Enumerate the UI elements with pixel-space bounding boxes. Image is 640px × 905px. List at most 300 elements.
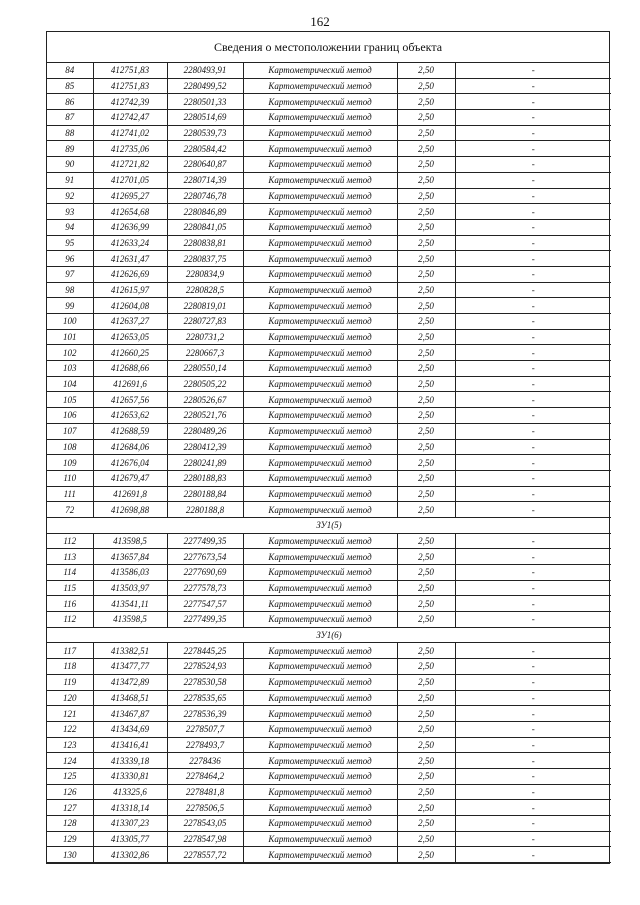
coord-y-cell: 2280539,73 [167, 125, 243, 141]
coord-x-cell: 413598,5 [93, 533, 167, 549]
coord-x-cell: 412701,05 [93, 172, 167, 188]
point-number-cell: 87 [47, 110, 93, 126]
note-cell: - [455, 753, 611, 769]
coord-x-cell: 413330,81 [93, 768, 167, 784]
page-number: 162 [310, 14, 330, 29]
coord-y-cell: 2280819,01 [167, 298, 243, 314]
note-cell: - [455, 455, 611, 471]
coord-x-cell: 413339,18 [93, 753, 167, 769]
point-number-cell: 105 [47, 392, 93, 408]
note-cell: - [455, 392, 611, 408]
coord-x-cell: 412721,82 [93, 157, 167, 173]
coord-x-cell: 413598,5 [93, 612, 167, 628]
point-number-cell: 107 [47, 423, 93, 439]
coord-y-cell: 2280714,39 [167, 172, 243, 188]
table-row [47, 63, 611, 78]
method-cell: Картометрический метод [243, 188, 397, 204]
accuracy-cell: 2,50 [397, 455, 455, 471]
note-cell: - [455, 612, 611, 628]
method-cell: Картометрический метод [243, 784, 397, 800]
table-row [47, 361, 611, 377]
coord-x-cell: 413586,03 [93, 565, 167, 581]
accuracy-cell: 2,50 [397, 423, 455, 439]
point-number-cell: 108 [47, 439, 93, 455]
accuracy-cell: 2,50 [397, 78, 455, 94]
table-row [47, 596, 611, 612]
coord-y-cell: 2278536,39 [167, 706, 243, 722]
point-number-cell: 128 [47, 816, 93, 832]
coord-x-cell: 412676,04 [93, 455, 167, 471]
point-number-cell: 118 [47, 659, 93, 675]
coord-x-cell: 413541,11 [93, 596, 167, 612]
method-cell: Картометрический метод [243, 800, 397, 816]
method-cell: Картометрический метод [243, 612, 397, 628]
coord-y-cell: 2280640,87 [167, 157, 243, 173]
method-cell: Картометрический метод [243, 831, 397, 847]
table-row [47, 94, 611, 110]
coord-x-cell: 412751,83 [93, 78, 167, 94]
point-number-cell: 106 [47, 408, 93, 424]
point-number-cell: 91 [47, 172, 93, 188]
method-cell: Картометрический метод [243, 282, 397, 298]
method-cell: Картометрический метод [243, 486, 397, 502]
table-row [47, 580, 611, 596]
note-cell: - [455, 580, 611, 596]
method-cell: Картометрический метод [243, 502, 397, 518]
method-cell: Картометрический метод [243, 847, 397, 863]
note-cell: - [455, 737, 611, 753]
note-cell: - [455, 831, 611, 847]
point-number-cell: 115 [47, 580, 93, 596]
section-label: ЗУ1(5) [47, 517, 611, 533]
accuracy-cell: 2,50 [397, 219, 455, 235]
accuracy-cell: 2,50 [397, 580, 455, 596]
method-cell: Картометрический метод [243, 596, 397, 612]
coord-y-cell: 2280521,76 [167, 408, 243, 424]
table-row [47, 266, 611, 282]
table-row [47, 110, 611, 126]
coord-y-cell: 2278530,58 [167, 674, 243, 690]
coord-y-cell: 2278493,7 [167, 737, 243, 753]
note-cell: - [455, 78, 611, 94]
table-row [47, 753, 611, 769]
method-cell: Картометрический метод [243, 172, 397, 188]
accuracy-cell: 2,50 [397, 486, 455, 502]
point-number-cell: 94 [47, 219, 93, 235]
boundary-table-sheet [46, 31, 610, 864]
coord-y-cell: 2280501,33 [167, 94, 243, 110]
point-number-cell: 110 [47, 470, 93, 486]
note-cell: - [455, 439, 611, 455]
table-row [47, 549, 611, 565]
table-row [47, 314, 611, 330]
point-number-cell: 102 [47, 345, 93, 361]
accuracy-cell: 2,50 [397, 298, 455, 314]
coord-x-cell: 412633,24 [93, 235, 167, 251]
coord-y-cell: 2278445,25 [167, 643, 243, 659]
point-number-cell: 129 [47, 831, 93, 847]
table-row [47, 251, 611, 267]
coord-x-cell: 413434,69 [93, 721, 167, 737]
accuracy-cell: 2,50 [397, 470, 455, 486]
point-number-cell: 121 [47, 706, 93, 722]
table-row [47, 455, 611, 471]
note-cell: - [455, 298, 611, 314]
note-cell: - [455, 345, 611, 361]
point-number-cell: 92 [47, 188, 93, 204]
point-number-cell: 104 [47, 376, 93, 392]
coord-x-cell: 412604,08 [93, 298, 167, 314]
method-cell: Картометрический метод [243, 157, 397, 173]
note-cell: - [455, 659, 611, 675]
table-row [47, 125, 611, 141]
accuracy-cell: 2,50 [397, 753, 455, 769]
table-row [47, 768, 611, 784]
accuracy-cell: 2,50 [397, 596, 455, 612]
accuracy-cell: 2,50 [397, 737, 455, 753]
note-cell: - [455, 721, 611, 737]
point-number-cell: 114 [47, 565, 93, 581]
accuracy-cell: 2,50 [397, 251, 455, 267]
section-row [47, 517, 611, 533]
coord-y-cell: 2280834,9 [167, 266, 243, 282]
table-row [47, 298, 611, 314]
coord-x-cell: 412742,39 [93, 94, 167, 110]
note-cell: - [455, 251, 611, 267]
point-number-cell: 112 [47, 612, 93, 628]
note-cell: - [455, 847, 611, 863]
accuracy-cell: 2,50 [397, 141, 455, 157]
accuracy-cell: 2,50 [397, 266, 455, 282]
accuracy-cell: 2,50 [397, 816, 455, 832]
coord-x-cell: 413307,23 [93, 816, 167, 832]
accuracy-cell: 2,50 [397, 706, 455, 722]
coord-y-cell: 2277578,73 [167, 580, 243, 596]
coord-y-cell: 2280731,2 [167, 329, 243, 345]
note-cell: - [455, 314, 611, 330]
coord-y-cell: 2278535,65 [167, 690, 243, 706]
table-row [47, 204, 611, 220]
accuracy-cell: 2,50 [397, 659, 455, 675]
accuracy-cell: 2,50 [397, 768, 455, 784]
accuracy-cell: 2,50 [397, 831, 455, 847]
note-cell: - [455, 784, 611, 800]
point-number-cell: 127 [47, 800, 93, 816]
table-title: Сведения о местоположении границ объекта [47, 32, 609, 63]
coord-x-cell: 413416,41 [93, 737, 167, 753]
table-row [47, 643, 611, 659]
table-row [47, 439, 611, 455]
coord-y-cell: 2280838,81 [167, 235, 243, 251]
method-cell: Картометрический метод [243, 408, 397, 424]
coord-y-cell: 2280667,3 [167, 345, 243, 361]
table-row [47, 345, 611, 361]
point-number-cell: 109 [47, 455, 93, 471]
point-number-cell: 72 [47, 502, 93, 518]
point-number-cell: 88 [47, 125, 93, 141]
method-cell: Картометрический метод [243, 423, 397, 439]
accuracy-cell: 2,50 [397, 533, 455, 549]
method-cell: Картометрический метод [243, 643, 397, 659]
table-row [47, 470, 611, 486]
method-cell: Картометрический метод [243, 266, 397, 282]
method-cell: Картометрический метод [243, 549, 397, 565]
point-number-cell: 93 [47, 204, 93, 220]
accuracy-cell: 2,50 [397, 345, 455, 361]
note-cell: - [455, 361, 611, 377]
coord-x-cell: 412698,88 [93, 502, 167, 518]
method-cell: Картометрический метод [243, 659, 397, 675]
accuracy-cell: 2,50 [397, 800, 455, 816]
coord-x-cell: 412631,47 [93, 251, 167, 267]
note-cell: - [455, 141, 611, 157]
coord-y-cell: 2277547,57 [167, 596, 243, 612]
coord-x-cell: 413467,87 [93, 706, 167, 722]
point-number-cell: 119 [47, 674, 93, 690]
coord-x-cell: 413305,77 [93, 831, 167, 847]
note-cell: - [455, 565, 611, 581]
coord-y-cell: 2280584,42 [167, 141, 243, 157]
point-number-cell: 90 [47, 157, 93, 173]
note-cell: - [455, 768, 611, 784]
coord-x-cell: 413382,51 [93, 643, 167, 659]
point-number-cell: 126 [47, 784, 93, 800]
table-row [47, 78, 611, 94]
coord-x-cell: 413318,14 [93, 800, 167, 816]
coord-y-cell: 2278481,8 [167, 784, 243, 800]
coord-x-cell: 413503,97 [93, 580, 167, 596]
accuracy-cell: 2,50 [397, 847, 455, 863]
accuracy-cell: 2,50 [397, 721, 455, 737]
coord-x-cell: 413302,86 [93, 847, 167, 863]
note-cell: - [455, 408, 611, 424]
coord-x-cell: 412742,47 [93, 110, 167, 126]
accuracy-cell: 2,50 [397, 172, 455, 188]
method-cell: Картометрический метод [243, 110, 397, 126]
point-number-cell: 89 [47, 141, 93, 157]
point-number-cell: 99 [47, 298, 93, 314]
table-row [47, 784, 611, 800]
note-cell: - [455, 800, 611, 816]
coord-x-cell: 412660,25 [93, 345, 167, 361]
coord-x-cell: 412741,02 [93, 125, 167, 141]
point-number-cell: 113 [47, 549, 93, 565]
coord-y-cell: 2280493,91 [167, 63, 243, 78]
method-cell: Картометрический метод [243, 204, 397, 220]
coord-x-cell: 412679,47 [93, 470, 167, 486]
accuracy-cell: 2,50 [397, 125, 455, 141]
table-row [47, 659, 611, 675]
coord-x-cell: 412626,69 [93, 266, 167, 282]
coord-y-cell: 2280841,05 [167, 219, 243, 235]
point-number-cell: 123 [47, 737, 93, 753]
note-cell: - [455, 549, 611, 565]
note-cell: - [455, 235, 611, 251]
coord-x-cell: 412691,8 [93, 486, 167, 502]
table-row [47, 376, 611, 392]
section-row [47, 627, 611, 643]
method-cell: Картометрический метод [243, 314, 397, 330]
table-row [47, 847, 611, 863]
table-row [47, 423, 611, 439]
accuracy-cell: 2,50 [397, 784, 455, 800]
coord-y-cell: 2280828,5 [167, 282, 243, 298]
accuracy-cell: 2,50 [397, 157, 455, 173]
note-cell: - [455, 204, 611, 220]
method-cell: Картометрический метод [243, 706, 397, 722]
coord-y-cell: 2280846,89 [167, 204, 243, 220]
table-row [47, 219, 611, 235]
coord-y-cell: 2277673,54 [167, 549, 243, 565]
point-number-cell: 117 [47, 643, 93, 659]
coord-y-cell: 2280837,75 [167, 251, 243, 267]
coord-y-cell: 2277690,69 [167, 565, 243, 581]
method-cell: Картометрический метод [243, 298, 397, 314]
coord-y-cell: 2280746,78 [167, 188, 243, 204]
note-cell: - [455, 643, 611, 659]
method-cell: Картометрический метод [243, 737, 397, 753]
note-cell: - [455, 486, 611, 502]
coord-y-cell: 2280550,14 [167, 361, 243, 377]
point-number-cell: 116 [47, 596, 93, 612]
method-cell: Картометрический метод [243, 533, 397, 549]
table-row [47, 141, 611, 157]
coord-x-cell: 412636,99 [93, 219, 167, 235]
coord-y-cell: 2280412,39 [167, 439, 243, 455]
table-row [47, 721, 611, 737]
coord-x-cell: 412691,6 [93, 376, 167, 392]
accuracy-cell: 2,50 [397, 690, 455, 706]
coord-x-cell: 412735,06 [93, 141, 167, 157]
note-cell: - [455, 157, 611, 173]
point-number-cell: 101 [47, 329, 93, 345]
point-number-cell: 122 [47, 721, 93, 737]
coordinates-table [47, 63, 611, 863]
point-number-cell: 100 [47, 314, 93, 330]
note-cell: - [455, 282, 611, 298]
accuracy-cell: 2,50 [397, 565, 455, 581]
note-cell: - [455, 94, 611, 110]
accuracy-cell: 2,50 [397, 235, 455, 251]
accuracy-cell: 2,50 [397, 361, 455, 377]
method-cell: Картометрический метод [243, 439, 397, 455]
coord-y-cell: 2280188,8 [167, 502, 243, 518]
note-cell: - [455, 502, 611, 518]
coord-x-cell: 412657,56 [93, 392, 167, 408]
method-cell: Картометрический метод [243, 141, 397, 157]
table-row [47, 329, 611, 345]
coord-x-cell: 412688,66 [93, 361, 167, 377]
table-row [47, 612, 611, 628]
note-cell: - [455, 63, 611, 78]
table-row [47, 502, 611, 518]
coord-x-cell: 412615,97 [93, 282, 167, 298]
table-row [47, 486, 611, 502]
method-cell: Картометрический метод [243, 219, 397, 235]
table-row [47, 157, 611, 173]
accuracy-cell: 2,50 [397, 392, 455, 408]
point-number-cell: 125 [47, 768, 93, 784]
point-number-cell: 112 [47, 533, 93, 549]
point-number-cell: 97 [47, 266, 93, 282]
coord-y-cell: 2278436 [167, 753, 243, 769]
point-number-cell: 85 [47, 78, 93, 94]
accuracy-cell: 2,50 [397, 63, 455, 78]
note-cell: - [455, 219, 611, 235]
note-cell: - [455, 266, 611, 282]
table-row [47, 737, 611, 753]
accuracy-cell: 2,50 [397, 439, 455, 455]
coord-y-cell: 2278507,7 [167, 721, 243, 737]
method-cell: Картометрический метод [243, 690, 397, 706]
accuracy-cell: 2,50 [397, 408, 455, 424]
table-row [47, 533, 611, 549]
accuracy-cell: 2,50 [397, 314, 455, 330]
coord-y-cell: 2280499,52 [167, 78, 243, 94]
coord-y-cell: 2280727,83 [167, 314, 243, 330]
note-cell: - [455, 706, 611, 722]
method-cell: Картометрический метод [243, 251, 397, 267]
coord-y-cell: 2277499,35 [167, 533, 243, 549]
accuracy-cell: 2,50 [397, 329, 455, 345]
coord-y-cell: 2280241,89 [167, 455, 243, 471]
point-number-cell: 111 [47, 486, 93, 502]
coord-x-cell: 413468,51 [93, 690, 167, 706]
coord-y-cell: 2278524,93 [167, 659, 243, 675]
method-cell: Картометрический метод [243, 674, 397, 690]
point-number-cell: 130 [47, 847, 93, 863]
coord-y-cell: 2280489,26 [167, 423, 243, 439]
point-number-cell: 95 [47, 235, 93, 251]
method-cell: Картометрический метод [243, 361, 397, 377]
accuracy-cell: 2,50 [397, 188, 455, 204]
point-number-cell: 86 [47, 94, 93, 110]
table-row [47, 408, 611, 424]
note-cell: - [455, 125, 611, 141]
coord-y-cell: 2278547,98 [167, 831, 243, 847]
coord-x-cell: 413325,6 [93, 784, 167, 800]
note-cell: - [455, 376, 611, 392]
table-row [47, 690, 611, 706]
method-cell: Картометрический метод [243, 721, 397, 737]
accuracy-cell: 2,50 [397, 674, 455, 690]
coord-x-cell: 412653,62 [93, 408, 167, 424]
coord-y-cell: 2280526,67 [167, 392, 243, 408]
coord-y-cell: 2278543,05 [167, 816, 243, 832]
point-number-cell: 96 [47, 251, 93, 267]
table-row [47, 816, 611, 832]
point-number-cell: 124 [47, 753, 93, 769]
coord-y-cell: 2280188,83 [167, 470, 243, 486]
coord-x-cell: 412688,59 [93, 423, 167, 439]
accuracy-cell: 2,50 [397, 376, 455, 392]
table-row [47, 235, 611, 251]
method-cell: Картометрический метод [243, 470, 397, 486]
table-row [47, 282, 611, 298]
note-cell: - [455, 423, 611, 439]
note-cell: - [455, 674, 611, 690]
coord-y-cell: 2277499,35 [167, 612, 243, 628]
point-number-cell: 103 [47, 361, 93, 377]
note-cell: - [455, 470, 611, 486]
coord-x-cell: 412654,68 [93, 204, 167, 220]
coordinates-table-body [47, 63, 611, 863]
method-cell: Картометрический метод [243, 125, 397, 141]
coord-y-cell: 2278557,72 [167, 847, 243, 863]
method-cell: Картометрический метод [243, 768, 397, 784]
accuracy-cell: 2,50 [397, 94, 455, 110]
accuracy-cell: 2,50 [397, 282, 455, 298]
